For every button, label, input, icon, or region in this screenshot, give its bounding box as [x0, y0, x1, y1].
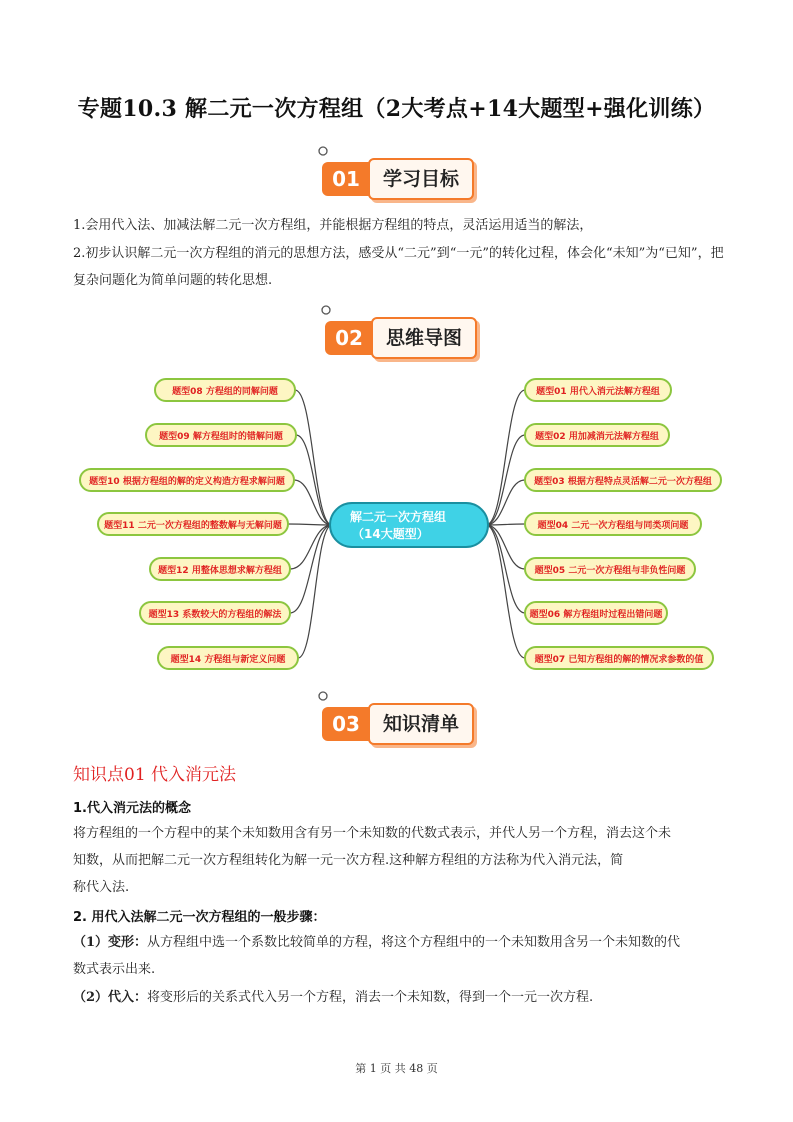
left-topic-node: [146, 424, 296, 446]
center-title: 解二元一次方程组: [350, 510, 447, 524]
step-2: [73, 984, 733, 1011]
goal-1: 1.会用代入法、加减法解二元一次方程组，并能根据方程组的特点，灵活运用适当的解法，: [73, 218, 593, 233]
right-topic-node: [525, 602, 667, 624]
topic-label: 题型14 方程组与新定义问题: [170, 655, 286, 665]
right-topic-node: [525, 469, 721, 491]
center-subtitle: （14大题型）: [352, 527, 429, 541]
page-title: 专题10.3 解二元一次方程组（2大考点+14大题型+强化训练）: [77, 96, 716, 122]
right-topic-node: [525, 647, 713, 669]
topic-label: 题型10 根据方程组的解的定义构造方程求解问题: [89, 477, 285, 487]
topic-label: 题型03 根据方程特点灵活解二元一次方程组: [534, 477, 712, 487]
left-connector: [294, 480, 332, 525]
right-topic-node: [525, 424, 669, 446]
topic-label: 题型01 用代入消元法解方程组: [536, 387, 660, 397]
section-badge-mindmap: [325, 317, 475, 357]
right-connector: [486, 525, 525, 569]
step-1-label: （1）变形：: [73, 935, 148, 950]
tag-icon: [316, 144, 330, 158]
right-topic-node: [525, 379, 671, 401]
right-topic-node: [525, 558, 695, 580]
mind-map-center: [330, 503, 488, 547]
left-topic-node: [140, 602, 290, 624]
left-topic-node: [80, 469, 294, 491]
topic-label: 题型11 二元一次方程组的整数解与无解问题: [104, 521, 282, 531]
left-connector: [298, 525, 332, 658]
section-label: 知识清单: [368, 703, 474, 745]
mind-map: [0, 360, 793, 680]
left-topic-node: [98, 513, 288, 535]
knowledge-point-title: 知识点01 代入消元法: [73, 765, 237, 785]
topic-label: 题型09 解方程组时的错解问题: [159, 432, 283, 442]
right-connector: [486, 435, 525, 525]
right-connector: [486, 480, 525, 525]
section-badge-knowledge: [322, 703, 472, 743]
topic-label: 题型06 解方程组时过程出错问题: [529, 610, 663, 620]
concept-line-2: 知数，从而把解二元一次方程组转化为解一元一次方程.这种解方程组的方法称为代入消元法，简: [73, 853, 624, 868]
subheading-concept: 1.代入消元法的概念: [73, 801, 191, 816]
subheading-steps: 2. 用代入法解二元一次方程组的一般步骤：: [73, 910, 326, 925]
right-connector: [486, 525, 525, 613]
section-number: 02: [325, 321, 373, 355]
topic-label: 题型04 二元一次方程组与同类项问题: [537, 521, 689, 531]
left-topic-node: [150, 558, 290, 580]
section-number: 03: [322, 707, 370, 741]
step-2-text: 将变形后的关系式代入另一个方程，消去一个未知数，得到一个一元一次方程.: [147, 990, 594, 1005]
section-label: 思维导图: [371, 317, 477, 359]
topic-label: 题型08 方程组的同解问题: [172, 387, 278, 397]
goal-2: 2.初步认识解二元一次方程组的消元的思想方法，感受从“二元”到“一元”的转化过程，体会化“未知”为“已知”，把复杂问题化为简单问题的转化思想.: [73, 246, 724, 288]
right-connector: [486, 525, 525, 658]
tag-icon: [316, 689, 330, 703]
topic-label: 题型07 已知方程组的解的情况求参数的值: [534, 655, 704, 665]
topic-label: 题型05 二元一次方程组与非负性问题: [534, 566, 686, 576]
step-1-text: 从方程组中选一个系数比较简单的方程，将这个方程组中的一个未知数用含另一个未知数的代: [147, 935, 681, 950]
step-1-cont: 数式表示出来.: [73, 962, 156, 977]
tag-icon: [319, 303, 333, 317]
left-topic-node: [158, 647, 298, 669]
section-label: 学习目标: [368, 158, 474, 200]
concept-line-3: 称代入法.: [73, 880, 130, 895]
right-connector: [486, 524, 525, 525]
concept-line-1: 将方程组的一个方程中的某个未知数用含有另一个未知数的代数式表示，并代人另一个方程，消去这个未: [73, 826, 672, 841]
page-footer: 第 1 页 共 48 页: [355, 1062, 438, 1075]
left-connector: [290, 525, 332, 613]
right-connector: [486, 390, 525, 525]
topic-label: 题型02 用加减消元法解方程组: [535, 432, 659, 442]
step-2-label: （2）代入：: [73, 990, 148, 1005]
left-topic-node: [155, 379, 295, 401]
section-badge-goals: [322, 158, 472, 198]
left-connector: [288, 524, 332, 525]
section-number: 01: [322, 162, 370, 196]
left-connector: [296, 435, 332, 525]
right-topic-node: [525, 513, 701, 535]
topic-label: 题型13 系数较大的方程组的解法: [148, 610, 282, 620]
topic-label: 题型12 用整体思想求解方程组: [158, 566, 282, 576]
step-1: [73, 929, 733, 956]
